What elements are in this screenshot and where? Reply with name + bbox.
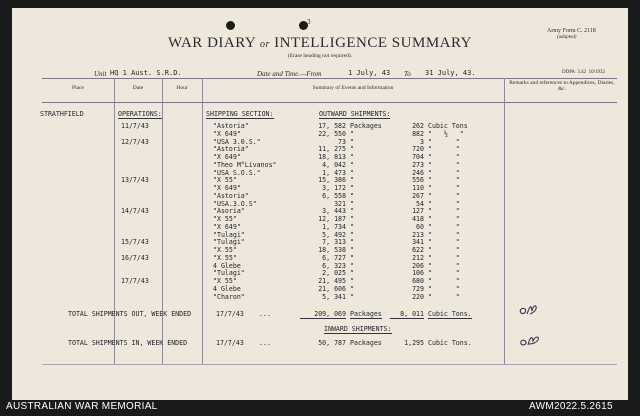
row-unit: " bbox=[350, 277, 354, 285]
row-vessel: "X 55" bbox=[213, 253, 237, 262]
row-vessel: "Astoria" bbox=[213, 122, 249, 130]
column-divider bbox=[114, 78, 115, 364]
row-cubic: 418 bbox=[412, 215, 424, 223]
row-quantity: 21, 606 bbox=[318, 284, 346, 293]
row-unit: " bbox=[350, 184, 354, 192]
date-label: Date and Time.—From bbox=[257, 70, 322, 78]
total-out-dots: ... bbox=[259, 310, 271, 318]
col-header-hour: Hour bbox=[176, 85, 188, 91]
row-date: 16/7/43 bbox=[121, 253, 149, 262]
column-divider bbox=[162, 78, 163, 364]
place-value: STRATHFIELD bbox=[40, 110, 84, 118]
row-vessel: "Theo M°Livanos" bbox=[213, 160, 277, 169]
army-form-number: Army Form C. 2118 bbox=[547, 28, 596, 34]
row-unit: " bbox=[350, 176, 354, 185]
row-vessel: "X 649" bbox=[213, 222, 241, 231]
row-cubic-unit: Cubic Tons bbox=[428, 122, 468, 130]
row-quantity: 6, 323 bbox=[322, 261, 346, 270]
unit-label: Unit bbox=[94, 70, 107, 78]
column-divider bbox=[202, 78, 203, 364]
col-header-summary: Summary of Events and Information bbox=[312, 85, 394, 91]
row-vessel: "USA S.O.S." bbox=[213, 168, 261, 177]
row-cubic-unit: " " bbox=[428, 253, 460, 262]
page-subtitle: (Erase heading not required). bbox=[287, 53, 353, 59]
row-cubic: 54 bbox=[416, 199, 424, 208]
row-date: 12/7/43 bbox=[121, 137, 149, 146]
row-unit: " bbox=[350, 153, 354, 161]
row-cubic: 246 bbox=[412, 168, 424, 177]
total-in-cubic: 1,295 bbox=[404, 339, 424, 347]
row-unit: " bbox=[350, 222, 354, 231]
column-divider bbox=[504, 78, 505, 364]
row-vessel: "Astoria" bbox=[213, 191, 249, 200]
col-header-date: Date bbox=[132, 85, 144, 91]
row-unit: " bbox=[350, 238, 354, 247]
diary-page bbox=[12, 8, 628, 400]
row-quantity: 17, 582 bbox=[318, 122, 346, 130]
row-cubic: 267 bbox=[412, 191, 424, 200]
row-cubic-unit: " " bbox=[428, 207, 460, 216]
row-quantity: 7, 313 bbox=[322, 238, 346, 247]
row-quantity: 1, 473 bbox=[322, 168, 346, 177]
total-out-cubic-unit: Cubic Tons. bbox=[428, 310, 472, 318]
total-in-dots: ... bbox=[259, 339, 271, 347]
row-cubic: 3 bbox=[420, 137, 424, 146]
row-quantity: 1, 734 bbox=[322, 222, 346, 231]
row-unit: " bbox=[350, 129, 354, 138]
row-vessel: "X 649" bbox=[213, 184, 241, 192]
row-unit: " bbox=[350, 230, 354, 239]
total-out-label: TOTAL SHIPMENTS OUT, WEEK ENDED bbox=[68, 310, 192, 318]
row-unit: " bbox=[350, 160, 354, 169]
row-cubic-unit: " " bbox=[428, 153, 460, 161]
row-cubic: 213 bbox=[412, 230, 424, 239]
row-unit: " bbox=[350, 191, 354, 200]
row-date: 17/7/43 bbox=[121, 277, 149, 285]
row-unit: Packages bbox=[350, 122, 382, 130]
col-header-remarks: Remarks and references to Appendices, Diaries, &c. bbox=[509, 80, 615, 92]
row-cubic-unit: " " bbox=[428, 145, 460, 154]
row-quantity: 321 bbox=[334, 199, 346, 208]
row-unit: " bbox=[350, 253, 354, 262]
row-quantity: 5, 492 bbox=[322, 230, 346, 239]
row-cubic-unit: " " bbox=[428, 230, 460, 239]
row-cubic-unit: " " bbox=[428, 222, 460, 231]
row-cubic: 110 bbox=[412, 184, 424, 192]
total-in-qty: 50, 787 bbox=[318, 339, 346, 347]
row-cubic-unit: " " bbox=[428, 160, 460, 169]
row-unit: " bbox=[350, 269, 354, 278]
row-quantity: 18, 813 bbox=[318, 153, 346, 161]
row-unit: " bbox=[350, 215, 354, 223]
total-in-cubic-unit: Cubic Tons. bbox=[428, 339, 472, 347]
row-vessel: "X 649" bbox=[213, 153, 241, 161]
row-vessel: "X 55" bbox=[213, 176, 237, 185]
outward-shipments-heading: OUTWARD SHIPMENTS: bbox=[319, 110, 391, 118]
row-vessel: "Tulagi" bbox=[213, 269, 245, 278]
row-vessel: 4 Glebe bbox=[213, 261, 241, 270]
date-from: 1 July, 43 bbox=[348, 69, 391, 77]
total-out-qty: 209, 069 bbox=[300, 310, 346, 319]
row-cubic-unit: " " bbox=[428, 184, 460, 192]
row-quantity: 6, 727 bbox=[322, 253, 346, 262]
row-date: 13/7/43 bbox=[121, 176, 149, 185]
row-cubic-unit: " " bbox=[428, 215, 460, 223]
print-code: DDPA 3.42 10/1932 bbox=[562, 70, 606, 75]
row-cubic-unit: " " bbox=[428, 246, 460, 254]
row-date: 14/7/43 bbox=[121, 207, 149, 216]
total-in-label: TOTAL SHIPMENTS IN, WEEK ENDED bbox=[68, 339, 188, 347]
adapted-note: (adapted) bbox=[557, 35, 577, 40]
row-cubic: 220 bbox=[412, 292, 424, 301]
date-to-label: To bbox=[404, 70, 411, 78]
row-cubic: 127 bbox=[412, 207, 424, 216]
row-date: 15/7/43 bbox=[121, 238, 149, 247]
row-cubic-unit: " " bbox=[428, 199, 460, 208]
archive-credit: AUSTRALIAN WAR MEMORIAL bbox=[6, 401, 158, 412]
archive-reference: AWM2022.5.2615 bbox=[529, 401, 613, 412]
row-unit: " bbox=[350, 292, 354, 301]
row-unit: " bbox=[350, 168, 354, 177]
punch-hole bbox=[226, 21, 235, 30]
row-vessel: "Asoria" bbox=[213, 207, 245, 216]
row-quantity: 3, 172 bbox=[322, 184, 346, 192]
row-quantity: 21, 495 bbox=[318, 277, 346, 285]
row-quantity: 12, 187 bbox=[318, 215, 346, 223]
row-unit: " bbox=[350, 261, 354, 270]
row-unit: " bbox=[350, 199, 354, 208]
row-quantity: 18, 538 bbox=[318, 246, 346, 254]
row-cubic: 729 bbox=[412, 284, 424, 293]
row-unit: " bbox=[350, 246, 354, 254]
row-cubic-unit: " ½ " bbox=[428, 129, 464, 138]
total-out-date: 17/7/43 bbox=[216, 310, 244, 318]
operations-heading: OPERATIONS: bbox=[118, 110, 162, 118]
row-cubic-unit: " " bbox=[428, 191, 460, 200]
row-vessel: "Astoria" bbox=[213, 145, 249, 154]
row-cubic: 882 bbox=[412, 129, 424, 138]
total-in-date: 17/7/43 bbox=[216, 339, 244, 347]
row-quantity: 11, 275 bbox=[318, 145, 346, 154]
row-unit: " bbox=[350, 284, 354, 293]
row-cubic-unit: " " bbox=[428, 176, 460, 185]
rule bbox=[42, 102, 617, 103]
rule bbox=[42, 78, 617, 79]
row-quantity: 6, 558 bbox=[322, 191, 346, 200]
row-unit: " bbox=[350, 137, 354, 146]
row-quantity: 3, 443 bbox=[322, 207, 346, 216]
row-quantity: 5, 341 bbox=[322, 292, 346, 301]
row-vessel: "Tulagi" bbox=[213, 230, 245, 239]
page-title: WAR DIARY or INTELLIGENCE SUMMARY bbox=[167, 35, 473, 51]
row-quantity: 22, 550 bbox=[318, 129, 346, 138]
row-vessel: "Charon" bbox=[213, 292, 245, 301]
row-quantity: 2, 025 bbox=[322, 269, 346, 278]
date-to: 31 July, 43. bbox=[425, 69, 476, 77]
row-quantity: 15, 386 bbox=[318, 176, 346, 185]
row-cubic: 556 bbox=[412, 176, 424, 185]
rule bbox=[42, 364, 617, 365]
row-cubic-unit: " " bbox=[428, 261, 460, 270]
handwritten-initials bbox=[518, 302, 544, 318]
row-cubic-unit: " " bbox=[428, 277, 460, 285]
row-cubic: 704 bbox=[412, 153, 424, 161]
row-cubic: 262 bbox=[412, 122, 424, 130]
total-out-unit: Packages bbox=[350, 310, 382, 318]
total-out-cubic: 8, 011 bbox=[390, 310, 424, 319]
row-vessel: "X 649" bbox=[213, 129, 241, 138]
row-cubic-unit: " " bbox=[428, 284, 460, 293]
row-cubic: 212 bbox=[412, 253, 424, 262]
row-vessel: "X 55" bbox=[213, 215, 237, 223]
row-cubic: 106 bbox=[412, 269, 424, 278]
total-in-unit: Packages bbox=[350, 339, 382, 347]
row-cubic-unit: " " bbox=[428, 137, 460, 146]
page-number: 3 bbox=[307, 18, 311, 26]
row-unit: " bbox=[350, 207, 354, 216]
inward-shipments-heading: INWARD SHIPMENTS: bbox=[324, 325, 392, 333]
row-cubic: 273 bbox=[412, 160, 424, 169]
row-vessel: 4 Glebe bbox=[213, 284, 241, 293]
row-unit: " bbox=[350, 145, 354, 154]
row-vessel: "X 55" bbox=[213, 277, 237, 285]
handwritten-initials bbox=[519, 332, 545, 348]
row-quantity: 4, 042 bbox=[322, 160, 346, 169]
row-cubic-unit: " " bbox=[428, 269, 460, 278]
row-cubic: 341 bbox=[412, 238, 424, 247]
row-vessel: "Tulagi" bbox=[213, 238, 245, 247]
row-date: 11/7/43 bbox=[121, 122, 149, 130]
row-cubic: 60 bbox=[416, 222, 424, 231]
row-quantity: 73 bbox=[338, 137, 346, 146]
row-cubic-unit: " " bbox=[428, 238, 460, 247]
shipping-section-heading: SHIPPING SECTION: bbox=[206, 110, 274, 118]
row-cubic: 680 bbox=[412, 277, 424, 285]
row-cubic: 206 bbox=[412, 261, 424, 270]
col-header-place: Place bbox=[72, 85, 84, 91]
row-cubic: 720 bbox=[412, 145, 424, 154]
row-cubic-unit: " " bbox=[428, 168, 460, 177]
row-vessel: "USA.3.O.S" bbox=[213, 199, 257, 208]
unit-value: HQ 1 Aust. S.R.D. bbox=[110, 69, 182, 77]
row-cubic: 622 bbox=[412, 246, 424, 254]
row-cubic-unit: " " bbox=[428, 292, 460, 301]
row-vessel: "USA 3.0.S." bbox=[213, 137, 261, 146]
row-vessel: "X 55" bbox=[213, 246, 237, 254]
